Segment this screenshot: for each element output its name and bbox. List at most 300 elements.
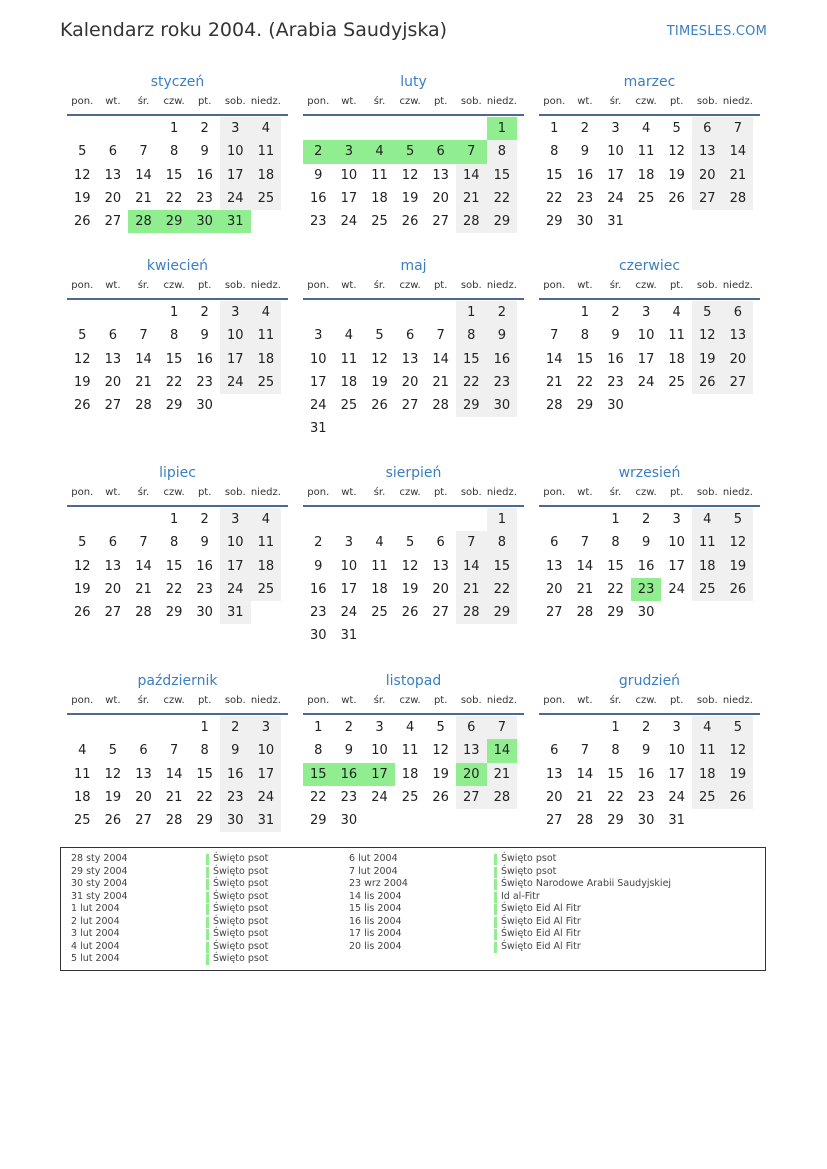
day-cell: 10: [310, 351, 327, 367]
day-cell: 4: [672, 305, 681, 320]
day-cell: 13: [546, 558, 563, 574]
day-cell: 20: [104, 190, 122, 206]
weekday-label: pon.: [71, 280, 94, 291]
weekday-label: śr.: [373, 487, 386, 498]
day-cell: 4: [641, 121, 651, 136]
days-grid: [67, 716, 288, 832]
weekday-label: pon.: [307, 487, 330, 498]
holiday-name: Święto psot: [206, 941, 268, 954]
day-cell: 25: [668, 374, 685, 390]
day-cell: 5: [78, 328, 87, 344]
day-cell: 17: [340, 581, 358, 597]
days-grid: [303, 117, 524, 233]
day-cell: 15: [303, 763, 334, 786]
day-cell: 20: [104, 374, 122, 390]
day-cell: 24: [220, 578, 251, 601]
day-cell: 19: [401, 581, 419, 597]
holiday-date: 20 lis 2004: [349, 940, 402, 952]
day-cell: 11: [251, 140, 282, 163]
day-cell: 6: [456, 716, 487, 739]
day-cell: 29: [159, 210, 190, 233]
day-cell: 28: [546, 398, 563, 414]
day-cell: 16: [607, 351, 624, 367]
day-cell: 19: [401, 190, 419, 206]
day-cell: 16: [220, 763, 251, 786]
holiday-date: 16 lis 2004: [349, 915, 402, 927]
day-cell: 20: [546, 581, 563, 597]
holiday-names-right: [494, 853, 671, 953]
day-cell: 5: [108, 743, 118, 759]
weekday-label: śr.: [609, 695, 622, 706]
empty-cell: [67, 117, 98, 140]
day-cell: 10: [668, 535, 685, 551]
month-name: luty: [400, 74, 427, 90]
weekday-label: sob.: [696, 96, 718, 107]
day-cell: 24: [340, 214, 358, 230]
day-cell: 16: [310, 190, 327, 206]
day-cell: 11: [692, 739, 723, 762]
day-cell: 3: [641, 305, 651, 320]
day-cell: 2: [220, 716, 251, 739]
day-cell: 8: [314, 743, 323, 759]
day-cell: 20: [104, 581, 122, 597]
day-cell: 27: [104, 214, 122, 230]
holiday-name: Święto psot: [206, 878, 268, 891]
weekday-label: sob.: [696, 695, 718, 706]
weekday-label: pt.: [433, 487, 448, 498]
weekday-label: śr.: [137, 96, 150, 107]
day-cell: 9: [200, 535, 209, 551]
weekday-label: wt.: [341, 96, 357, 107]
day-cell: 10: [637, 328, 655, 344]
weekday-label: pon.: [307, 280, 330, 291]
day-cell: 23: [196, 374, 213, 390]
day-cell: 6: [550, 743, 559, 759]
days-grid: [67, 301, 288, 417]
day-cell: 26: [74, 214, 91, 230]
day-cell: 24: [340, 605, 358, 621]
holiday-dates-left: [71, 853, 128, 966]
weekday-label: wt.: [577, 695, 593, 706]
day-cell: 20: [546, 789, 563, 805]
day-cell: 1: [580, 305, 590, 320]
day-cell: 1: [487, 508, 518, 531]
day-cell: 11: [251, 324, 282, 347]
day-cell: 29: [576, 398, 594, 414]
day-cell: 3: [220, 301, 251, 324]
weekday-label: niedz.: [722, 695, 753, 706]
weekday-label: pon.: [71, 695, 94, 706]
month-calendar: [303, 254, 524, 441]
day-cell: 28: [723, 187, 754, 210]
weekday-header: [67, 94, 288, 116]
day-cell: 30: [196, 398, 213, 414]
day-cell: 9: [314, 558, 323, 574]
days-grid: [539, 301, 760, 417]
month-calendar: [539, 461, 760, 624]
day-cell: 30: [487, 394, 518, 417]
empty-cell: [67, 301, 98, 324]
empty-cell: [395, 301, 426, 324]
day-cell: 23: [340, 789, 358, 805]
day-cell: 26: [401, 214, 419, 230]
days-grid: [539, 117, 760, 233]
day-cell: 3: [672, 720, 681, 735]
day-cell: 5: [395, 140, 426, 163]
day-cell: 18: [371, 190, 388, 206]
day-cell: 20: [432, 581, 449, 597]
day-cell: 12: [104, 766, 122, 782]
empty-cell: [570, 716, 601, 739]
weekday-header: [539, 485, 760, 507]
day-cell: 11: [371, 167, 388, 183]
day-cell: 11: [401, 743, 419, 759]
day-cell: 6: [108, 144, 118, 160]
day-cell: 30: [189, 210, 220, 233]
day-cell: 24: [220, 371, 251, 394]
day-cell: 24: [220, 187, 251, 210]
day-cell: 14: [135, 167, 152, 183]
weekday-label: wt.: [105, 695, 121, 706]
weekday-label: niedz.: [250, 695, 281, 706]
day-cell: 2: [303, 140, 334, 163]
weekday-label: czw.: [635, 280, 657, 291]
day-cell: 10: [668, 743, 685, 759]
weekday-label: pt.: [433, 695, 448, 706]
day-cell: 31: [310, 421, 327, 437]
day-cell: 2: [580, 121, 590, 136]
day-cell: 26: [104, 813, 122, 829]
day-cell: 21: [135, 190, 152, 206]
day-cell: 10: [251, 739, 282, 762]
empty-cell: [159, 716, 190, 739]
month-calendar: [539, 254, 760, 417]
day-cell: 10: [220, 324, 251, 347]
day-cell: 15: [487, 164, 518, 187]
day-cell: 17: [637, 351, 655, 367]
month-name: maj: [400, 258, 427, 274]
month-calendar: [67, 669, 288, 832]
day-cell: 11: [74, 766, 91, 782]
holiday-name: Święto psot: [206, 891, 268, 904]
day-cell: 3: [344, 535, 354, 551]
empty-cell: [334, 117, 365, 140]
weekday-label: śr.: [137, 487, 150, 498]
day-cell: 27: [135, 813, 152, 829]
day-cell: 15: [607, 766, 624, 782]
holiday-name: Święto psot: [206, 853, 268, 866]
day-cell: 17: [340, 190, 358, 206]
day-cell: 24: [310, 398, 327, 414]
day-cell: 24: [637, 374, 655, 390]
day-cell: 21: [456, 578, 487, 601]
empty-cell: [67, 716, 98, 739]
day-cell: 5: [375, 328, 384, 344]
weekday-header: [67, 485, 288, 507]
day-cell: 13: [401, 351, 419, 367]
day-cell: 1: [169, 512, 179, 527]
day-cell: 4: [364, 140, 395, 163]
holiday-date: 2 lut 2004: [71, 915, 120, 927]
weekday-label: niedz.: [250, 280, 281, 291]
weekday-label: niedz.: [722, 96, 753, 107]
empty-cell: [303, 301, 334, 324]
day-cell: 4: [405, 720, 415, 735]
day-cell: 6: [692, 117, 723, 140]
day-cell: 21: [456, 187, 487, 210]
weekday-label: wt.: [577, 96, 593, 107]
day-cell: 17: [251, 763, 282, 786]
day-cell: 13: [723, 324, 754, 347]
day-cell: 29: [196, 813, 213, 829]
day-cell: 27: [104, 398, 122, 414]
holiday-date: 30 sty 2004: [71, 878, 128, 889]
day-cell: 2: [487, 301, 518, 324]
empty-cell: [539, 301, 570, 324]
weekday-label: wt.: [105, 280, 121, 291]
weekday-label: wt.: [341, 487, 357, 498]
holiday-name: Święto Eid Al Fitr: [494, 928, 671, 941]
day-cell: 25: [371, 214, 388, 230]
day-cell: 18: [637, 167, 655, 183]
days-grid: [303, 716, 524, 832]
weekday-label: czw.: [635, 96, 657, 107]
day-cell: 19: [723, 763, 754, 786]
day-cell: 24: [251, 786, 282, 809]
day-cell: 3: [220, 117, 251, 140]
day-cell: 8: [169, 144, 179, 160]
day-cell: 12: [723, 531, 754, 554]
day-cell: 8: [487, 140, 518, 163]
holiday-date: 7 lut 2004: [349, 865, 398, 877]
weekday-label: sob.: [224, 487, 246, 498]
weekday-label: czw.: [163, 487, 185, 498]
day-cell: 21: [432, 374, 449, 390]
day-cell: 10: [340, 558, 358, 574]
day-cell: 30: [637, 605, 655, 621]
day-cell: 29: [456, 394, 487, 417]
day-cell: 12: [74, 558, 91, 574]
day-cell: 11: [692, 531, 723, 554]
day-cell: 15: [165, 351, 183, 367]
day-cell: 8: [487, 531, 518, 554]
day-cell: 7: [139, 535, 148, 551]
weekday-label: wt.: [577, 487, 593, 498]
day-cell: 16: [637, 766, 655, 782]
day-cell: 16: [196, 167, 213, 183]
day-cell: 9: [611, 328, 620, 344]
empty-cell: [425, 301, 456, 324]
day-cell: 29: [487, 210, 518, 233]
day-cell: 27: [723, 371, 754, 394]
weekday-header: [303, 94, 524, 116]
day-cell: 4: [251, 508, 282, 531]
holiday-name: Święto Eid Al Fitr: [494, 941, 671, 954]
day-cell: 8: [169, 535, 179, 551]
day-cell: 8: [611, 535, 620, 551]
day-cell: 22: [165, 374, 183, 390]
holiday-date: 15 lis 2004: [349, 903, 402, 914]
weekday-header: [303, 278, 524, 300]
day-cell: 4: [344, 328, 354, 344]
day-cell: 27: [692, 187, 723, 210]
day-cell: 27: [432, 214, 449, 230]
days-grid: [67, 508, 288, 624]
empty-cell: [570, 508, 601, 531]
day-cell: 26: [74, 605, 91, 621]
weekday-label: pon.: [307, 96, 330, 107]
day-cell: 30: [637, 813, 655, 829]
day-cell: 12: [668, 144, 685, 160]
weekday-label: sob.: [224, 96, 246, 107]
day-cell: 7: [139, 328, 148, 344]
weekday-label: śr.: [609, 280, 622, 291]
day-cell: 13: [104, 558, 122, 574]
day-cell: 25: [251, 578, 282, 601]
day-cell: 21: [576, 789, 594, 805]
weekday-label: niedz.: [486, 96, 517, 107]
day-cell: 25: [692, 786, 723, 809]
day-cell: 12: [401, 558, 419, 574]
day-cell: 7: [550, 328, 559, 344]
day-cell: 17: [310, 374, 327, 390]
day-cell: 28: [165, 813, 183, 829]
site-link[interactable]: TIMESLES.COM: [666, 24, 767, 39]
day-cell: 13: [104, 167, 122, 183]
day-cell: 29: [165, 605, 183, 621]
day-cell: 27: [546, 813, 563, 829]
day-cell: 1: [169, 121, 179, 136]
empty-cell: [128, 117, 159, 140]
day-cell: 28: [456, 210, 487, 233]
day-cell: 29: [607, 813, 624, 829]
day-cell: 15: [165, 167, 183, 183]
day-cell: 29: [487, 601, 518, 624]
day-cell: 21: [135, 374, 152, 390]
holiday-date: 4 lut 2004: [71, 940, 120, 952]
holiday-name: Święto psot: [206, 916, 268, 929]
weekday-label: pt.: [669, 280, 684, 291]
day-cell: 7: [456, 140, 487, 163]
holiday-date: 6 lut 2004: [349, 853, 398, 864]
day-cell: 31: [220, 601, 251, 624]
day-cell: 29: [310, 813, 327, 829]
weekday-header: [303, 693, 524, 715]
weekday-label: sob.: [224, 280, 246, 291]
day-cell: 4: [375, 535, 384, 551]
day-cell: 3: [334, 140, 365, 163]
day-cell: 18: [74, 789, 91, 805]
month-calendar: [303, 669, 524, 832]
holiday-date: 3 lut 2004: [71, 928, 120, 939]
day-cell: 28: [487, 786, 518, 809]
holiday-date: 17 lis 2004: [349, 928, 402, 939]
day-cell: 12: [432, 743, 449, 759]
day-cell: 16: [196, 558, 213, 574]
day-cell: 28: [576, 605, 594, 621]
day-cell: 25: [251, 187, 282, 210]
day-cell: 25: [251, 371, 282, 394]
day-cell: 31: [607, 214, 624, 230]
day-cell: 30: [310, 628, 327, 644]
day-cell: 8: [580, 328, 590, 344]
days-grid: [67, 117, 288, 233]
day-cell: 8: [169, 328, 179, 344]
day-cell: 30: [607, 398, 624, 414]
day-cell: 30: [340, 813, 358, 829]
day-cell: 9: [580, 144, 590, 160]
day-cell: 10: [371, 743, 388, 759]
day-cell: 14: [576, 558, 594, 574]
day-cell: 26: [723, 786, 754, 809]
day-cell: 29: [165, 398, 183, 414]
day-cell: 18: [371, 581, 388, 597]
day-cell: 22: [487, 187, 518, 210]
holiday-name: Święto Narodowe Arabii Saudyjskiej: [494, 878, 671, 891]
empty-cell: [364, 117, 395, 140]
day-cell: 2: [641, 720, 651, 735]
month-name: czerwiec: [618, 258, 681, 274]
empty-cell: [67, 508, 98, 531]
weekday-label: czw.: [163, 96, 185, 107]
day-cell: 16: [576, 167, 594, 183]
day-cell: 28: [135, 398, 152, 414]
day-cell: 4: [251, 117, 282, 140]
day-cell: 7: [436, 328, 445, 344]
day-cell: 6: [139, 743, 148, 759]
day-cell: 10: [607, 144, 624, 160]
day-cell: 14: [456, 164, 487, 187]
day-cell: 7: [580, 535, 590, 551]
month-name: lipiec: [159, 465, 196, 481]
day-cell: 21: [546, 374, 563, 390]
day-cell: 20: [456, 763, 487, 786]
day-cell: 22: [487, 578, 518, 601]
day-cell: 18: [692, 555, 723, 578]
day-cell: 25: [74, 813, 91, 829]
day-cell: 20: [723, 348, 754, 371]
weekday-label: niedz.: [486, 280, 517, 291]
empty-cell: [98, 301, 129, 324]
day-cell: 12: [401, 167, 419, 183]
day-cell: 28: [135, 605, 152, 621]
weekday-header: [539, 278, 760, 300]
day-cell: 18: [340, 374, 358, 390]
day-cell: 8: [456, 324, 487, 347]
holiday-date: 5 lut 2004: [71, 953, 120, 964]
weekday-label: pt.: [433, 280, 448, 291]
empty-cell: [395, 508, 426, 531]
day-cell: 5: [405, 535, 415, 551]
weekday-label: wt.: [341, 280, 357, 291]
weekday-header: [67, 693, 288, 715]
day-cell: 18: [251, 555, 282, 578]
day-cell: 26: [371, 398, 388, 414]
day-cell: 5: [78, 144, 87, 160]
month-name: grudzień: [618, 673, 681, 689]
day-cell: 13: [432, 167, 449, 183]
empty-cell: [128, 508, 159, 531]
day-cell: 28: [432, 398, 449, 414]
weekday-label: niedz.: [250, 487, 281, 498]
month-name: marzec: [623, 74, 676, 90]
day-cell: 25: [637, 190, 655, 206]
day-cell: 10: [340, 167, 358, 183]
day-cell: 23: [637, 789, 655, 805]
day-cell: 8: [611, 743, 620, 759]
day-cell: 9: [200, 328, 209, 344]
day-cell: 13: [432, 558, 449, 574]
